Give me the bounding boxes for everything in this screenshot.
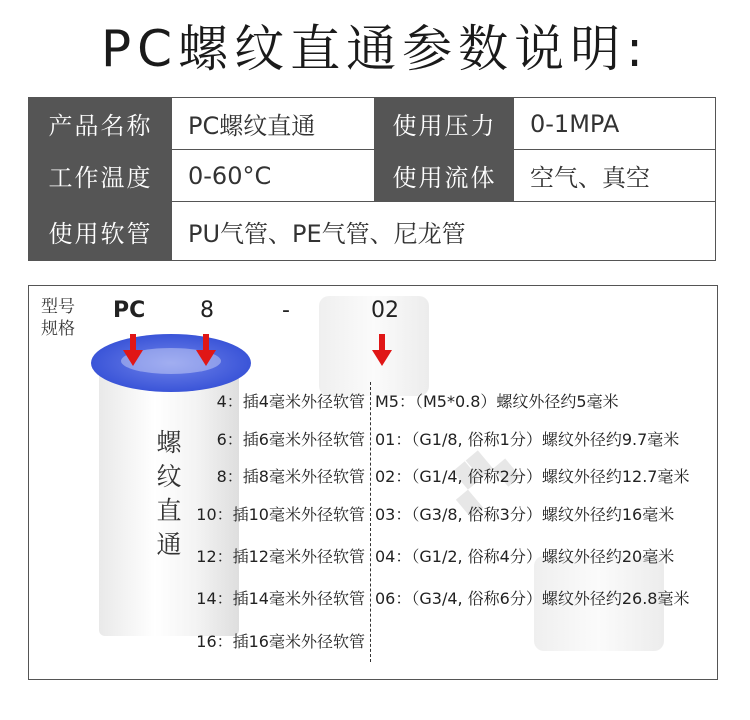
thread-option: 01：（G1/8, 俗称1分）螺纹外径约9.7毫米	[375, 430, 680, 449]
hose-value: PU气管、PE气管、尼龙管	[172, 202, 715, 260]
blue-release-ring	[91, 334, 251, 392]
spec-row-1	[29, 98, 715, 150]
fitting-label: 螺 纹 直 通	[156, 428, 182, 559]
pressure-value: 0-1MPA	[514, 98, 715, 149]
page-title: PC螺纹直通参数说明:	[101, 20, 649, 78]
tube-option: 6：插6毫米外径软管	[216, 430, 365, 449]
spec-table	[28, 97, 716, 261]
spec-row-3	[29, 202, 715, 260]
pressure-label: 使用压力	[374, 98, 514, 149]
temperature-label: 工作温度	[29, 150, 172, 201]
model-label	[41, 296, 75, 340]
tube-option: 16：插16毫米外径软管	[196, 632, 365, 651]
thread-option: 02：（G1/4, 俗称2分）螺纹外径约12.7毫米	[375, 467, 690, 486]
tube-option: 12：插12毫米外径软管	[196, 547, 365, 566]
temperature-value: 0-60°C	[172, 150, 374, 201]
code-thread: 02	[371, 298, 399, 323]
tube-option: 4：插4毫米外径软管	[216, 392, 365, 411]
fluid-label: 使用流体	[374, 150, 514, 201]
thread-option: 04：（G1/2, 俗称4分）螺纹外径约20毫米	[375, 547, 675, 566]
option-divider	[370, 382, 371, 662]
tube-option: 8：插8毫米外径软管	[216, 467, 365, 486]
code-dash: -	[282, 298, 290, 323]
spec-row-2	[29, 150, 715, 202]
code-size: 8	[200, 298, 214, 323]
fluid-value: 空气、真空	[514, 150, 715, 201]
arrow-down-icon	[196, 334, 216, 368]
product-name-value: PC螺纹直通	[172, 98, 374, 149]
thread-option: 03：（G3/8, 俗称3分）螺纹外径约16毫米	[375, 505, 675, 524]
code-pc: PC	[113, 298, 146, 323]
hose-label: 使用软管	[29, 202, 172, 260]
product-name-label: 产品名称	[29, 98, 172, 149]
thread-option: 06：（G3/4, 俗称6分）螺纹外径约26.8毫米	[375, 589, 690, 608]
arrow-down-icon	[372, 334, 392, 368]
thread-option: M5：（M5*0.8）螺纹外径约5毫米	[375, 392, 619, 411]
arrow-down-icon	[123, 334, 143, 368]
tube-option: 14：插14毫米外径软管	[196, 589, 365, 608]
watermark-mark: ▞▚	[441, 440, 522, 518]
model-spec-box	[28, 285, 718, 680]
model-label-line2: 规格	[41, 319, 75, 339]
tube-option: 10：插10毫米外径软管	[196, 505, 365, 524]
model-label-line1: 型号	[41, 297, 75, 317]
